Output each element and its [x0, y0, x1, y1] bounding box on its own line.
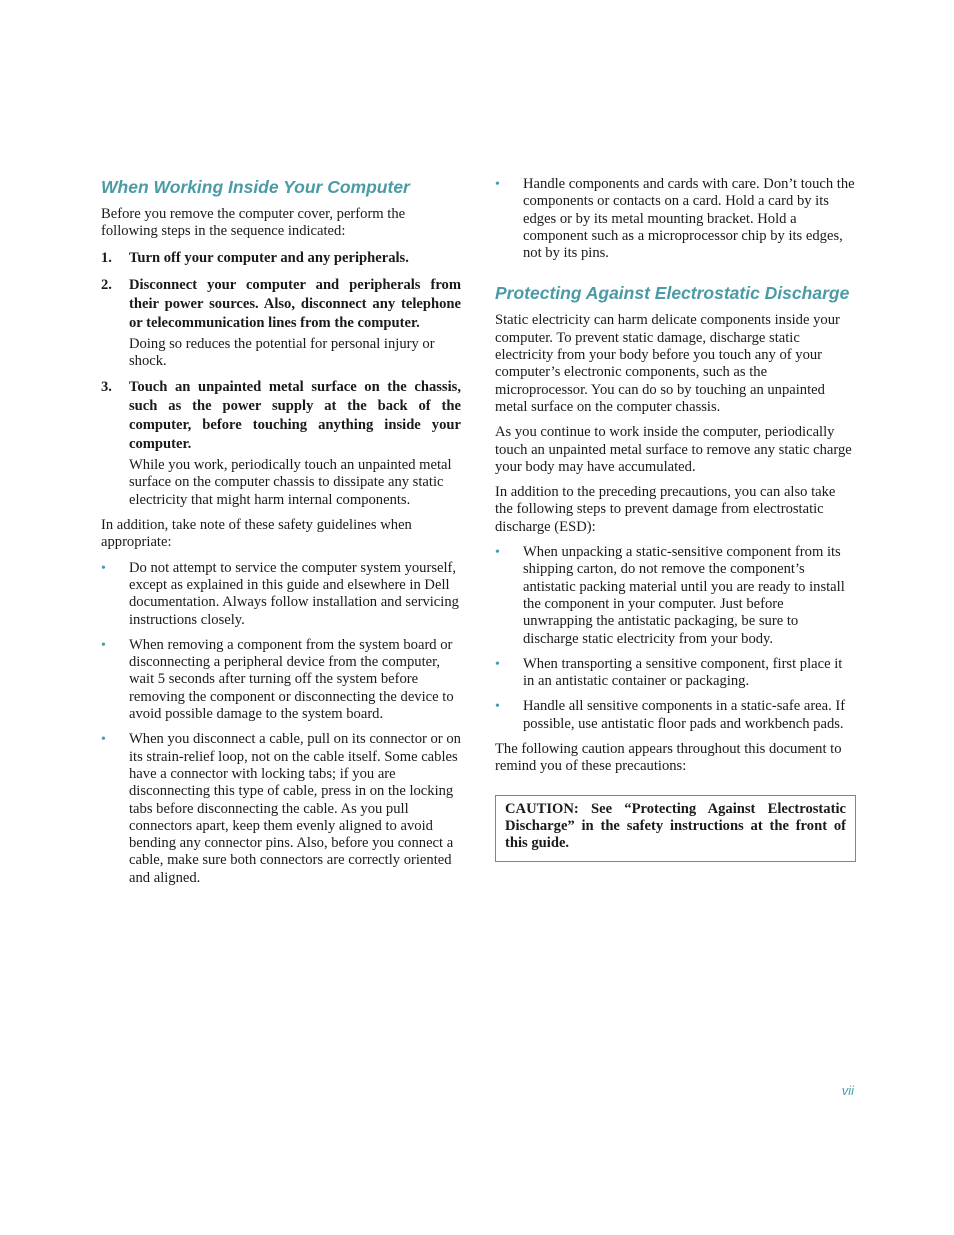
list-item-text: When removing a component from the system board or disconnecting a peripheral device from the computer, wait 5 seconds after turning off the system before removing the component or disconnecting the device to avoid possible damage to the system board.: [129, 636, 454, 723]
list-item-text: When you disconnect a cable, pull on its connector or on its strain-relief loop, not on the cable itself. Some cables have a connector with locking tabs; if you are disconnecting this type of cable, press in on the locking tabs before disconnecting the cable. As you pull connectors apart, keep them evenly aligned to avoid bending any connector pins. Also, before you connect a cable, make sure both connectors are correctly oriented and aligned.: [129, 731, 461, 886]
bullet-icon: •: [101, 560, 106, 576]
list-item: [101, 637, 461, 723]
esd-paragraph: In addition to the preceding precautions, you can also take the following steps to prevent damage from electrostatic discharge (ESD):: [495, 484, 836, 535]
esd-paragraph: As you continue to work inside the computer, periodically touch an unpainted metal surface to remove any static charge your body may have accumulated.: [495, 424, 852, 475]
list-item: [101, 731, 461, 887]
list-item-text: When transporting a sensitive component, first place it in an antistatic container or packaging.: [523, 655, 843, 690]
step-item: [101, 276, 461, 371]
bullet-icon: •: [495, 177, 500, 192]
list-item-text: When unpacking a static-sensitive component from its shipping carton, do not remove the component’s antistatic packing material until you are ready to install the component in your computer. Just before unwrapping the antistatic packaging, be sure to discharge static electricity from your body.: [523, 544, 845, 647]
left-column: [101, 176, 461, 895]
list-item: [101, 560, 461, 629]
bullet-icon: •: [495, 545, 500, 561]
step-item: [101, 378, 461, 509]
list-item: [495, 176, 855, 262]
addition-paragraph: In addition, take note of these safety guidelines when appropriate:: [101, 517, 412, 551]
list-item-text: Handle all sensitive components in a static-safe area. If possible, use antistatic floor pads and workbench pads.: [523, 698, 846, 732]
list-item-text: Handle components and cards with care. Don’t touch the components or contacts on a card. Hold a card by its edges or by its metal mounting bracket. Hold a component such as a microprocessor chip by its edges, not by its pins.: [523, 176, 855, 262]
caution-box: CAUTION: See “Protecting Against Electrostatic Discharge” in the safety instructions at the front of this guide.: [495, 795, 856, 862]
step-note: While you work, periodically touch an unpainted metal surface on the computer chassis to dissipate any static electricity that might harm internal components.: [129, 457, 452, 508]
step-text: Turn off your computer and any peripherals.: [129, 249, 409, 266]
step-number: 1.: [101, 249, 112, 266]
step-item: [101, 249, 461, 268]
step-number: 3.: [101, 379, 112, 396]
page-number: vii: [841, 1083, 854, 1098]
list-item: [495, 698, 855, 733]
step-number: 2.: [101, 276, 112, 293]
closing-paragraph: The following caution appears throughout this document to remind you of these precautions:: [495, 741, 842, 775]
section-heading-esd: Protecting Against Electrostatic Discharge: [495, 283, 850, 304]
step-note: Doing so reduces the potential for personal injury or shock.: [129, 335, 435, 369]
esd-paragraph: Static electricity can harm delicate components inside your computer. To prevent static damage, discharge static electricity from your body before you touch any of your computer’s electronic components, such as the microprocessor. You can do so by touching an unpainted metal surface on the computer chassis.: [495, 312, 840, 415]
bullet-icon: •: [101, 637, 106, 653]
section-heading-working-inside: When Working Inside Your Computer: [101, 177, 410, 197]
list-item-text: Do not attempt to service the computer system yourself, except as explained in this guide and elsewhere in Dell documentation. Always follow installation and servicing instructions closely.: [129, 559, 459, 628]
step-text: Touch an unpainted metal surface on the chassis, such as the power supply at the back of the computer, before touching anything inside your computer.: [129, 379, 461, 453]
intro-paragraph: Before you remove the computer cover, perform the following steps in the sequence indicated:: [101, 206, 406, 240]
right-column: [495, 176, 855, 862]
bullet-icon: •: [495, 699, 500, 715]
step-text: Disconnect your computer and peripherals from their power sources. Also, disconnect any telephone or telecommunication lines from the computer.: [129, 276, 461, 331]
list-item: [495, 544, 855, 648]
list-item: [495, 656, 855, 691]
bullet-icon: •: [495, 656, 500, 672]
bullet-icon: •: [101, 732, 106, 748]
